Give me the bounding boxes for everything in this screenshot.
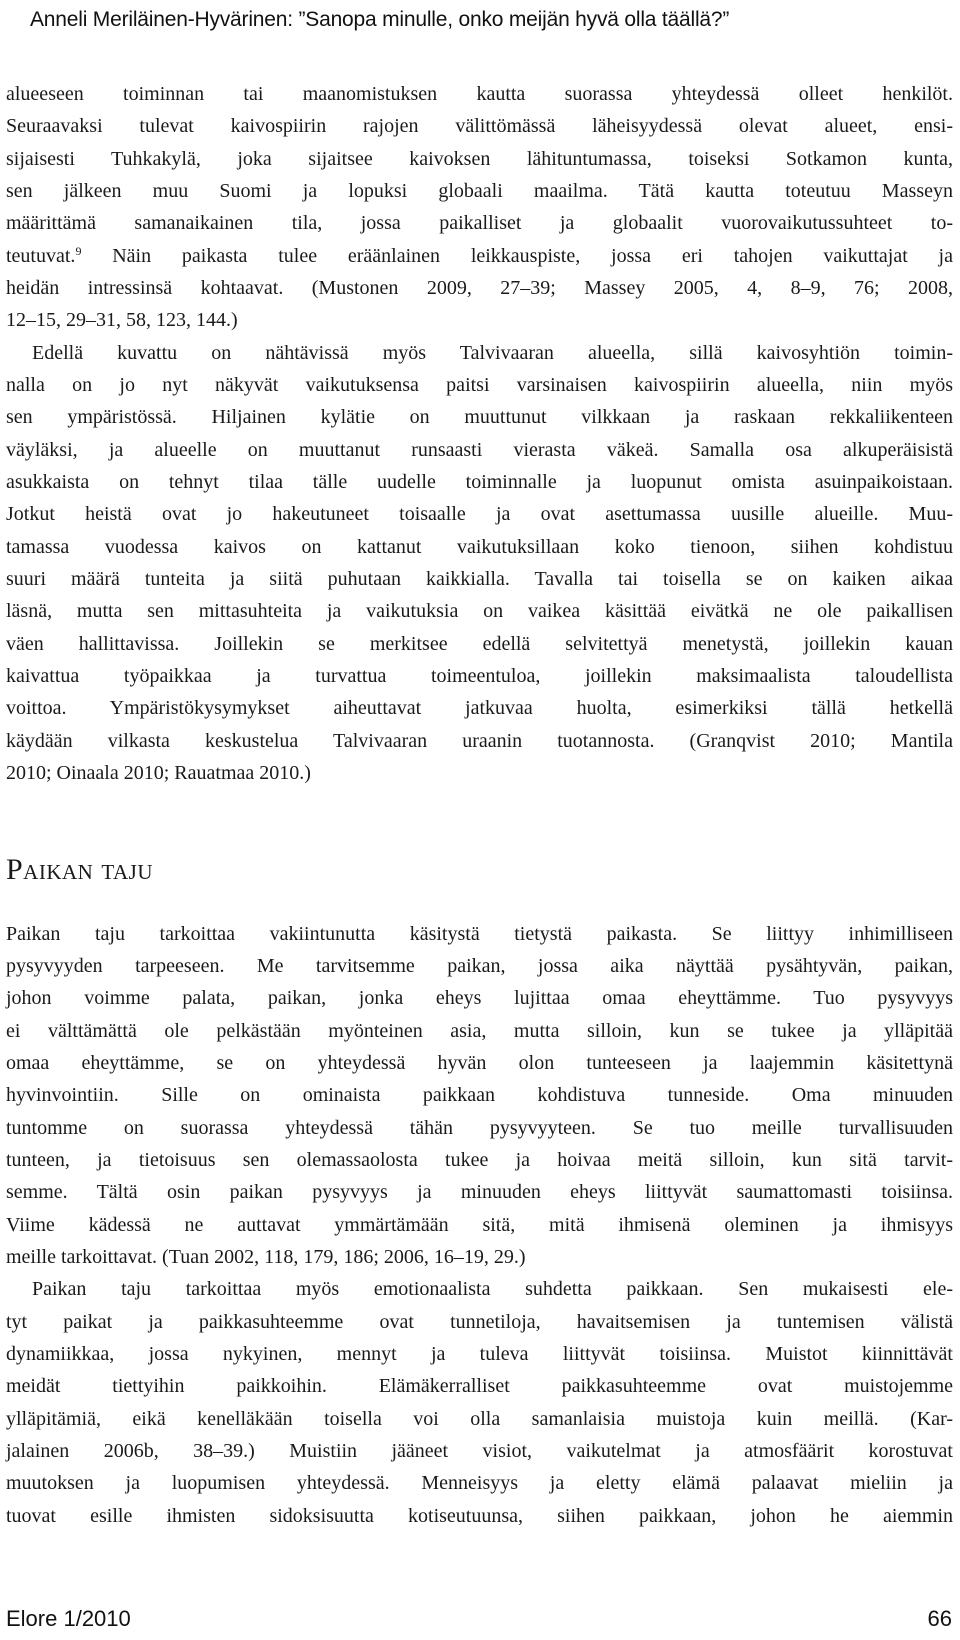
footer-journal: Elore 1/2010 — [6, 1606, 131, 1631]
text-line: alueeseen toiminnan tai maanomistuksen kautta suorassa yhteydessä olleet henkilöt. — [6, 83, 953, 105]
section-heading: Paikan taju — [6, 853, 153, 886]
text-line: sijaisesti Tuhkakylä, joka sijaitsee kaivoksen lähituntumassa, toiseksi Sotkamon kunta, — [6, 148, 953, 170]
text-line: Jotkut heistä ovat jo hakeutuneet toisaalle ja ovat asettumassa uusille alueille. Muu- — [6, 503, 953, 525]
text-line: Viime kädessä ne auttavat ymmärtämään sitä, mitä ihmisenä oleminen ja ihmisyys — [6, 1214, 953, 1236]
text-line: voittoa. Ympäristökysymykset aiheuttavat jatkuvaa huolta, esimerkiksi tällä hetkellä — [6, 697, 953, 719]
text-line: pysyvyyden tarpeeseen. Me tarvitsemme paikan, jossa aika näyttää pysähtyvän, paikan, — [6, 955, 953, 977]
text-line: tuovat esille ihmisten sidoksisuutta kotiseutuunsa, siihen paikkaan, johon he aiemmin — [6, 1505, 953, 1527]
footnote-marker[interactable]: 9 — [75, 244, 82, 258]
text-line: ei välttämättä ole pelkästään myönteinen asia, mutta silloin, kun se tukee ja ylläpitää — [6, 1020, 953, 1042]
text-line — [6, 241, 953, 271]
footer-page-number: 66 — [927, 1606, 952, 1631]
text-line: Paikan taju tarkoittaa myös emotionaalista suhdetta paikkaan. Sen mukaisesti ele- — [32, 1278, 953, 1300]
text-line: kaivattua työpaikkaa ja turvattua toimeentuloa, joillekin maksimaalista taloudellista — [6, 665, 953, 687]
text-line: 12–15, 29–31, 58, 123, 144.) — [6, 309, 238, 331]
text-line: tyt paikat ja paikkasuhteemme ovat tunnetiloja, havaitsemisen ja tuntemisen välistä — [6, 1311, 953, 1333]
text-line: Edellä kuvattu on nähtävissä myös Talvivaaran alueella, sillä kaivosyhtiön toimin- — [32, 342, 953, 364]
text-fragment: teutuvat. — [6, 245, 76, 267]
text-line: 2010; Oinaala 2010; Rauatmaa 2010.) — [6, 762, 311, 784]
text-line: Paikan taju tarkoittaa vakiintunutta käsitystä tietystä paikasta. Se liittyy inhimilliseen — [6, 923, 953, 945]
text-line: sen ympäristössä. Hiljainen kylätie on muuttunut vilkkaan ja raskaan rekkaliikenteen — [6, 406, 953, 428]
text-line: läsnä, mutta sen mittasuhteita ja vaikutuksia on vaikea käsittää eivätkä ne ole paikallisen — [6, 600, 953, 622]
text-line: suuri määrä tunteita ja siitä puhutaan kaikkialla. Tavalla tai toisella se on kaiken aikaa — [6, 568, 953, 590]
text-line: tamassa vuodessa kaivos on kattanut vaikutuksillaan koko tienoon, siihen kohdistuu — [6, 536, 953, 558]
text-line: semme. Tältä osin paikan pysyvyys ja minuuden eheys liittyvät saumattomasti toisiinsa. — [6, 1181, 953, 1203]
text-line: hyvinvointiin. Sille on ominaista paikkaan kohdistuva tunneside. Oma minuuden — [6, 1084, 953, 1106]
text-line: Seuraavaksi tulevat kaivospiirin rajojen välittömässä läheisyydessä olevat alueet, ensi- — [6, 115, 953, 137]
text-line: tunteen, ja tietoisuus sen olemassaolosta tukee ja hoivaa meitä silloin, kun sitä tarvit- — [6, 1149, 953, 1171]
text-line: määrittämä samanaikainen tila, jossa paikalliset ja globaalit vuorovaikutussuhteet to- — [6, 212, 953, 234]
text-line: käydään vilkasta keskustelua Talvivaaran uraanin tuotannosta. (Granqvist 2010; Mantila — [6, 730, 953, 752]
text-line: omaa eheyttämme, se on yhteydessä hyvän olon tunteeseen ja laajemmin käsitettynä — [6, 1052, 953, 1074]
text-line: ylläpitämiä, eikä kenelläkään toisella voi olla samanlaisia muistoja kuin meillä. (Kar- — [6, 1408, 953, 1430]
text-line: meille tarkoittavat. (Tuan 2002, 118, 179, 186; 2006, 16–19, 29.) — [6, 1246, 526, 1268]
text-line: tuntomme on suorassa yhteydessä tähän pysyvyyteen. Se tuo meille turvallisuuden — [6, 1117, 953, 1139]
text-line: sen jälkeen muu Suomi ja lopuksi globaali maailma. Tätä kautta toteutuu Masseyn — [6, 180, 953, 202]
text-line: dynamiikkaa, jossa nykyinen, mennyt ja tuleva liittyvät toisiinsa. Muistot kiinnittävät — [6, 1343, 953, 1365]
text-fragment: Näin paikasta tulee eräänlainen leikkauspiste, jossa eri tahojen vaikuttajat ja — [81, 245, 953, 267]
text-line: muutoksen ja luopumisen yhteydessä. Menneisyys ja eletty elämä palaavat mieliin ja — [6, 1472, 953, 1494]
text-line: väen hallittavissa. Joillekin se merkitsee edellä selvitettyä menetystä, joillekin kauan — [6, 633, 953, 655]
text-line: väyläksi, ja alueelle on muuttanut runsaasti vierasta väkeä. Samalla osa alkuperäisistä — [6, 439, 953, 461]
text-line: jalainen 2006b, 38–39.) Muistiin jääneet visiot, vaikutelmat ja atmosfäärit korostuvat — [6, 1440, 953, 1462]
text-line: heidän intressinsä kohtaavat. (Mustonen 2009, 27–39; Massey 2005, 4, 8–9, 76; 2008, — [6, 277, 953, 299]
running-head: Anneli Meriläinen-Hyvärinen: ”Sanopa minulle, onko meijän hyvä olla täällä?” — [30, 8, 730, 31]
text-line: nalla on jo nyt näkyvät vaikutuksensa paitsi varsinaisen kaivospiirin alueella, niin myös — [6, 374, 953, 396]
text-line: asukkaista on tehnyt tilaa tälle uudelle toiminnalle ja luopunut omista asuinpaikoistaan. — [6, 471, 953, 493]
text-line: johon voimme palata, paikan, jonka eheys lujittaa omaa eheyttämme. Tuo pysyvyys — [6, 987, 953, 1009]
text-line: meidät tiettyihin paikkoihin. Elämäkerralliset paikkasuhteemme ovat muistojemme — [6, 1375, 953, 1397]
